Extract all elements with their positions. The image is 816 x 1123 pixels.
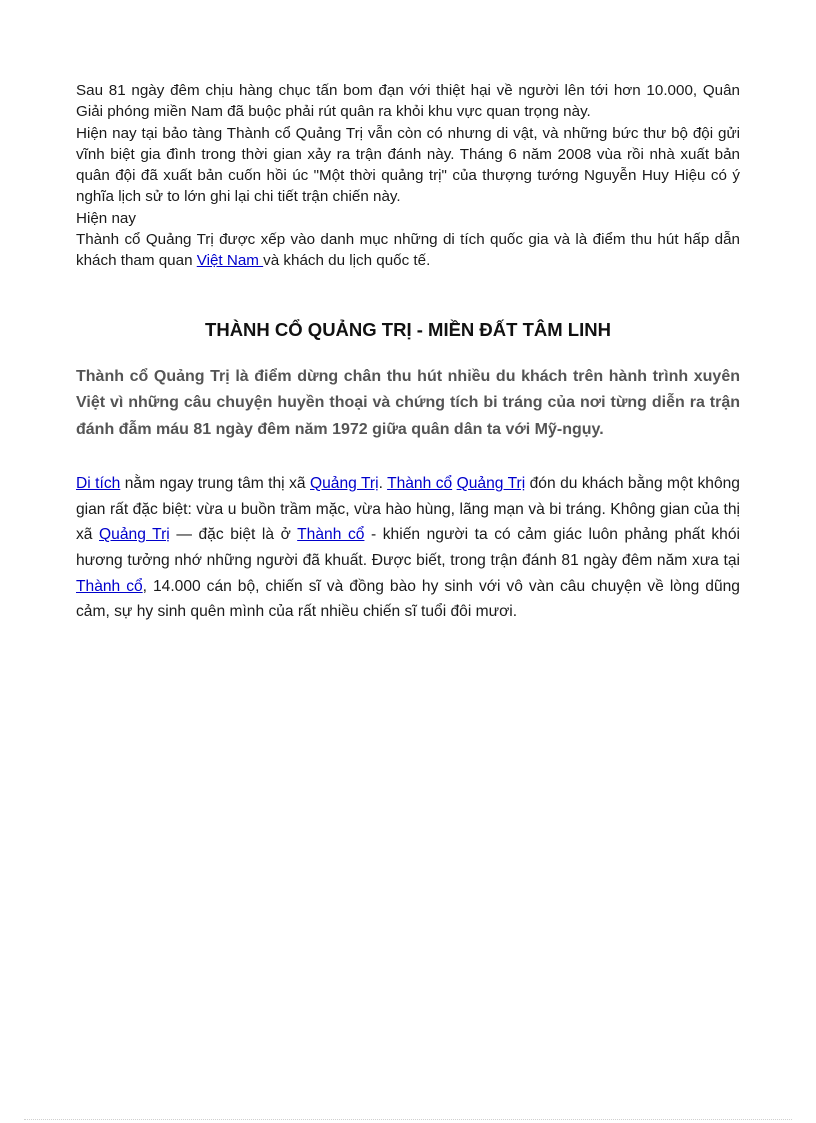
intro-paragraph-4 — [76, 229, 740, 272]
intro-section — [76, 80, 740, 272]
body-text: — đặc biệt là ở — [169, 526, 298, 544]
body-paragraph — [76, 471, 740, 625]
intro-text: và khách du lịch quốc tế. — [263, 252, 431, 270]
link-quang-tri[interactable]: Quảng Trị — [309, 475, 379, 493]
lead-paragraph: Thành cổ Quảng Trị là điểm dừng chân thu hút nhiều du khách trên hành trình xuyên Việt vì những câu chuyện huyền thoại và chứng tích bi tráng của nơi từng diễn ra trận đánh đẫm máu 81 ngày đêm năm 1972 giữa quân dân ta với Mỹ-ngụy. — [76, 367, 740, 438]
link-thanh-co[interactable]: Thành cổ — [387, 475, 453, 493]
link-di-tich[interactable]: Di tích — [76, 475, 121, 493]
body-text: . — [378, 475, 388, 493]
document-page — [76, 80, 740, 625]
intro-paragraph-1: Sau 81 ngày đêm chịu hàng chục tấn bom đạn với thiệt hại về người lên tới hơn 10.000, Quân Giải phóng miền Nam đã buộc phải rút quân ra khỏi khu vực quan trọng này. — [76, 82, 740, 121]
section-title: THÀNH CỔ QUẢNG TRỊ - MIỀN ĐẤT TÂM LINH — [205, 318, 611, 340]
page-bottom-divider — [24, 1119, 792, 1120]
intro-paragraph-2: Hiện nay tại bảo tàng Thành cổ Quảng Trị vẫn còn có nhưng di vật, và những bức thư bộ đội gửi vĩnh biệt gia đình trong thời gian xảy ra trận đánh này. Tháng 6 năm 2008 vùa rồi nhà xuất bản quân đội đã xuất bản cuốn hồi úc "Một thời quảng trị" của thượng tướng Nguyễn Huy Hiệu có ý nghĩa lịch sử to lớn ghi lại chi tiết trận chiến này. — [76, 124, 740, 206]
link-thanh-co[interactable]: Thành cổ — [297, 526, 365, 544]
body-text: - khiến người ta có cảm giác luôn phảng phất khói hương tưởng nhớ những người đã khuất. Được biết, trong trận đánh 81 ngày đêm năm xưa tại — [76, 526, 740, 569]
link-viet-nam[interactable]: Việt Nam — [196, 252, 264, 270]
link-thanh-co[interactable]: Thành cổ — [76, 577, 143, 595]
intro-text: Thành cổ Quảng Trị được xếp vào danh mục những di tích quốc gia và là điểm thu hút hấp dẫn khách tham quan — [76, 231, 740, 270]
body-text: , 14.000 cán bộ, chiến sĩ và đồng bào hy sinh với vô vàn câu chuyện về lòng dũng cảm, sự hy sinh quên mình của rất nhiều chiến sĩ tuổi đôi mươi. — [76, 577, 740, 621]
link-quang-tri[interactable]: Quảng Trị — [99, 526, 170, 544]
link-quang-tri[interactable]: Quảng Trị — [456, 475, 526, 493]
body-text: đón du khách bằng một không gian rất đặc biệt: vừa u buồn trầm mặc, vừa hào hùng, lãng mạn và bi tráng. Không gian của thị xã — [76, 475, 740, 544]
body-text: nằm ngay trung tâm thị xã — [120, 475, 310, 493]
intro-paragraph-3: Hiện nay — [76, 209, 136, 227]
